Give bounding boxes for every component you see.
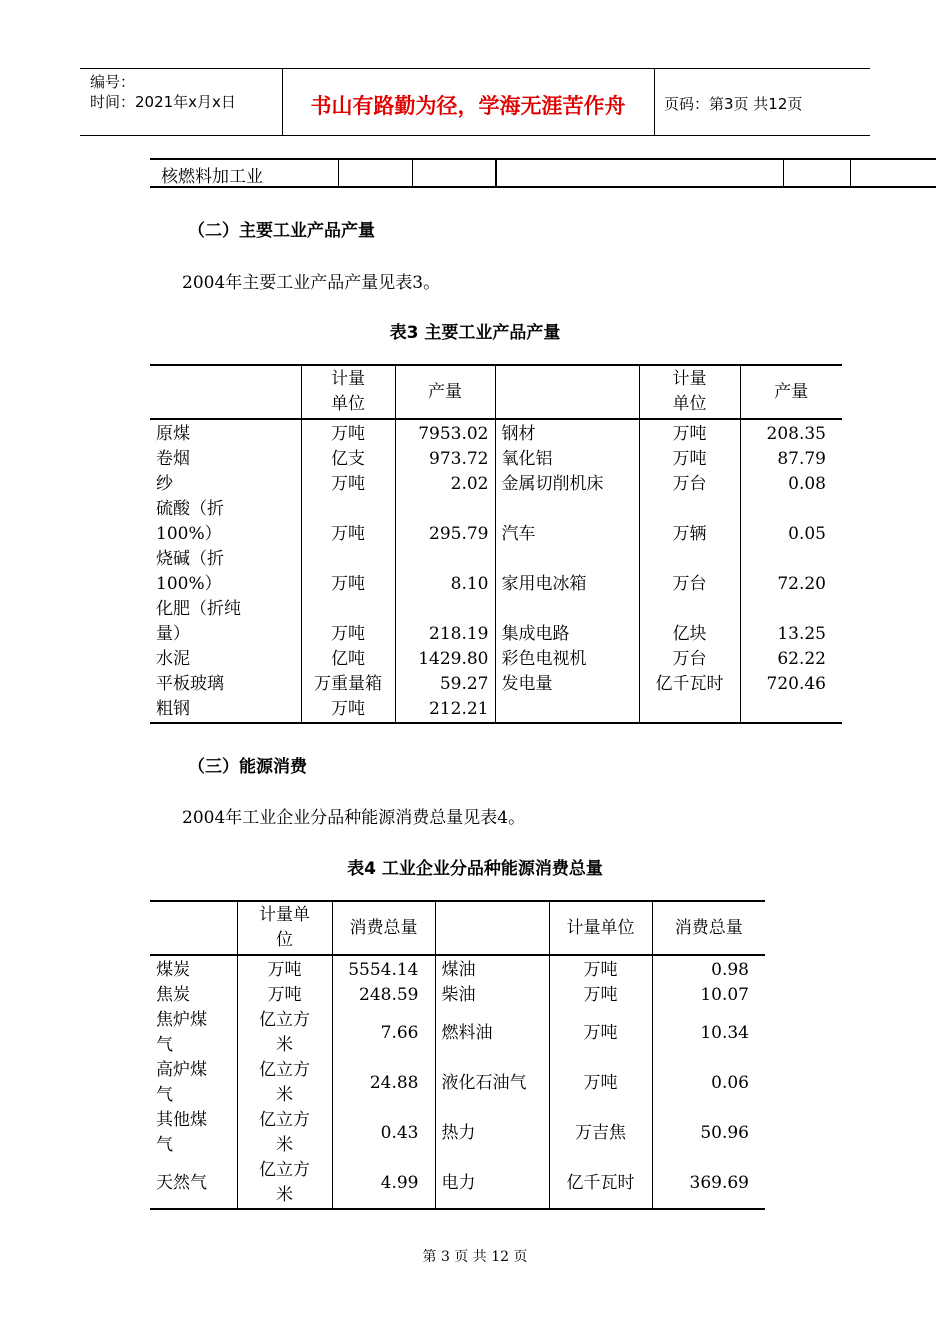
table-row	[150, 597, 842, 647]
unit: 亿块	[639, 597, 740, 647]
value: 10.07	[652, 983, 765, 1008]
product-name: 氧化铝	[495, 447, 639, 472]
energy-name: 柴油	[435, 983, 549, 1008]
unit: 亿千瓦时	[639, 672, 740, 697]
table-row	[150, 497, 842, 547]
energy-name: 天然气	[156, 1172, 207, 1193]
product-name: 水泥	[156, 649, 190, 669]
value: 0.05	[740, 497, 842, 547]
header-cell-unit: 计量 单位	[301, 365, 395, 419]
unit: 万吨	[301, 497, 395, 547]
table-row	[150, 419, 842, 447]
table-main-products	[150, 364, 842, 724]
header-top-rule	[80, 68, 870, 69]
value: 87.79	[740, 447, 842, 472]
energy-name: 其他煤 气	[156, 1110, 207, 1155]
value: 72.20	[740, 547, 842, 597]
unit: 亿立方 米	[237, 1008, 332, 1058]
value: 248.59	[332, 983, 435, 1008]
energy-name: 电力	[435, 1158, 549, 1209]
cell-border	[850, 160, 851, 186]
value: 973.72	[395, 447, 495, 472]
table-row	[150, 955, 765, 983]
unit: 万台	[639, 547, 740, 597]
energy-name: 煤油	[435, 955, 549, 983]
table-header-row	[150, 365, 842, 419]
cell-border	[495, 160, 497, 186]
value: 208.35	[740, 419, 842, 447]
unit: 万吨	[237, 983, 332, 1008]
product-name: 卷烟	[156, 449, 190, 469]
residual-table-row	[150, 158, 936, 188]
table-caption: 表4 工业企业分品种能源消费总量	[347, 859, 603, 879]
product-name: 发电量	[495, 672, 639, 697]
time-label: 时间：2021年x月x日	[90, 93, 236, 111]
energy-name: 焦炉煤 气	[156, 1010, 207, 1055]
table-row	[150, 447, 842, 472]
table-row	[150, 547, 842, 597]
header-cell-unit: 计量 单位	[639, 365, 740, 419]
unit: 万吨	[549, 955, 652, 983]
unit: 万吉焦	[549, 1108, 652, 1158]
unit: 万吨	[301, 419, 395, 447]
unit: 亿立方 米	[237, 1058, 332, 1108]
value: 62.22	[740, 647, 842, 672]
product-name: 家用电冰箱	[495, 547, 639, 597]
product-name: 汽车	[495, 497, 639, 547]
product-name: 彩色电视机	[495, 647, 639, 672]
cell-border	[412, 160, 413, 186]
section-heading: （三）能源消费	[188, 757, 307, 777]
unit: 万吨	[639, 447, 740, 472]
unit: 万台	[639, 647, 740, 672]
unit: 万吨	[639, 419, 740, 447]
unit: 万吨	[549, 983, 652, 1008]
value: 7.66	[332, 1008, 435, 1058]
unit: 万吨	[301, 472, 395, 497]
energy-name: 热力	[435, 1108, 549, 1158]
header-motto: 书山有路勤为径，学海无涯苦作舟	[310, 94, 626, 118]
unit: 亿立方 米	[237, 1158, 332, 1209]
product-name: 烧碱（折 100%）	[156, 549, 224, 594]
energy-name: 焦炭	[156, 985, 190, 1005]
value: 2.02	[395, 472, 495, 497]
header-meta	[90, 72, 236, 112]
value: 24.88	[332, 1058, 435, 1108]
unit: 亿千瓦时	[549, 1158, 652, 1209]
product-name: 粗钢	[156, 699, 190, 719]
table-row	[150, 1108, 765, 1158]
value: 0.98	[652, 955, 765, 983]
table-energy-consumption	[150, 900, 765, 1210]
value: 0.06	[652, 1058, 765, 1108]
value: 13.25	[740, 597, 842, 647]
section-heading: （二）主要工业产品产量	[188, 221, 375, 241]
energy-name: 高炉煤 气	[156, 1060, 207, 1105]
energy-name: 液化石油气	[435, 1058, 549, 1108]
value: 720.46	[740, 672, 842, 697]
product-name: 平板玻璃	[156, 674, 224, 694]
header-cell-output: 产量	[395, 365, 495, 419]
header-cell-unit: 计量单位	[549, 901, 652, 955]
table-caption: 表3 主要工业产品产量	[389, 323, 561, 343]
product-name: 纱	[156, 474, 173, 494]
unit: 亿支	[301, 447, 395, 472]
cell-border	[338, 160, 339, 186]
cell-border	[783, 160, 784, 186]
value	[740, 697, 842, 723]
table-row	[150, 647, 842, 672]
header-cell	[495, 365, 639, 419]
unit: 万吨	[301, 697, 395, 723]
header-cell	[150, 901, 237, 955]
value: 295.79	[395, 497, 495, 547]
product-name: 化肥（折纯 量）	[156, 599, 241, 644]
table-row	[150, 983, 765, 1008]
unit	[639, 697, 740, 723]
paragraph: 2004年主要工业产品产量见表3。	[182, 273, 441, 293]
header-cell-total: 消费总量	[332, 901, 435, 955]
value: 0.08	[740, 472, 842, 497]
table-row	[150, 472, 842, 497]
table-row	[150, 697, 842, 723]
header-bottom-rule	[80, 135, 870, 136]
value: 10.34	[652, 1008, 765, 1058]
product-name: 集成电路	[495, 597, 639, 647]
serial-label: 编号：	[90, 73, 136, 91]
product-name	[495, 697, 639, 723]
table-row	[150, 1058, 765, 1108]
header-cell-output: 产量	[740, 365, 842, 419]
product-name: 硫酸（折 100%）	[156, 499, 224, 544]
table-header-row	[150, 901, 765, 955]
product-name: 金属切削机床	[495, 472, 639, 497]
value: 8.10	[395, 547, 495, 597]
header-page-info: 页码：第3页 共12页	[664, 95, 803, 113]
paragraph: 2004年工业企业分品种能源消费总量见表4。	[182, 808, 526, 828]
row-label: 核燃料加工业	[161, 167, 263, 187]
unit: 亿吨	[301, 647, 395, 672]
value: 50.96	[652, 1108, 765, 1158]
header-cell	[435, 901, 549, 955]
product-name: 原煤	[156, 424, 190, 444]
unit: 万吨	[237, 955, 332, 983]
value: 4.99	[332, 1158, 435, 1209]
table-row	[150, 1008, 765, 1058]
value: 59.27	[395, 672, 495, 697]
table-row	[150, 672, 842, 697]
value: 218.19	[395, 597, 495, 647]
unit: 万吨	[549, 1058, 652, 1108]
energy-name: 燃料油	[435, 1008, 549, 1058]
value: 7953.02	[395, 419, 495, 447]
unit: 万台	[639, 472, 740, 497]
unit: 万吨	[301, 547, 395, 597]
value: 5554.14	[332, 955, 435, 983]
product-name: 钢材	[495, 419, 639, 447]
table-row	[150, 1158, 765, 1209]
header-cell	[150, 365, 301, 419]
header-cell-unit: 计量单 位	[237, 901, 332, 955]
value: 1429.80	[395, 647, 495, 672]
value: 369.69	[652, 1158, 765, 1209]
unit: 万重量箱	[301, 672, 395, 697]
header-divider	[654, 68, 655, 136]
unit: 万吨	[301, 597, 395, 647]
header-cell-total: 消费总量	[652, 901, 765, 955]
value: 212.21	[395, 697, 495, 723]
unit: 万辆	[639, 497, 740, 547]
value: 0.43	[332, 1108, 435, 1158]
unit: 亿立方 米	[237, 1108, 332, 1158]
unit: 万吨	[549, 1008, 652, 1058]
page-footer: 第 3 页 共 12 页	[422, 1249, 528, 1265]
energy-name: 煤炭	[156, 960, 190, 980]
